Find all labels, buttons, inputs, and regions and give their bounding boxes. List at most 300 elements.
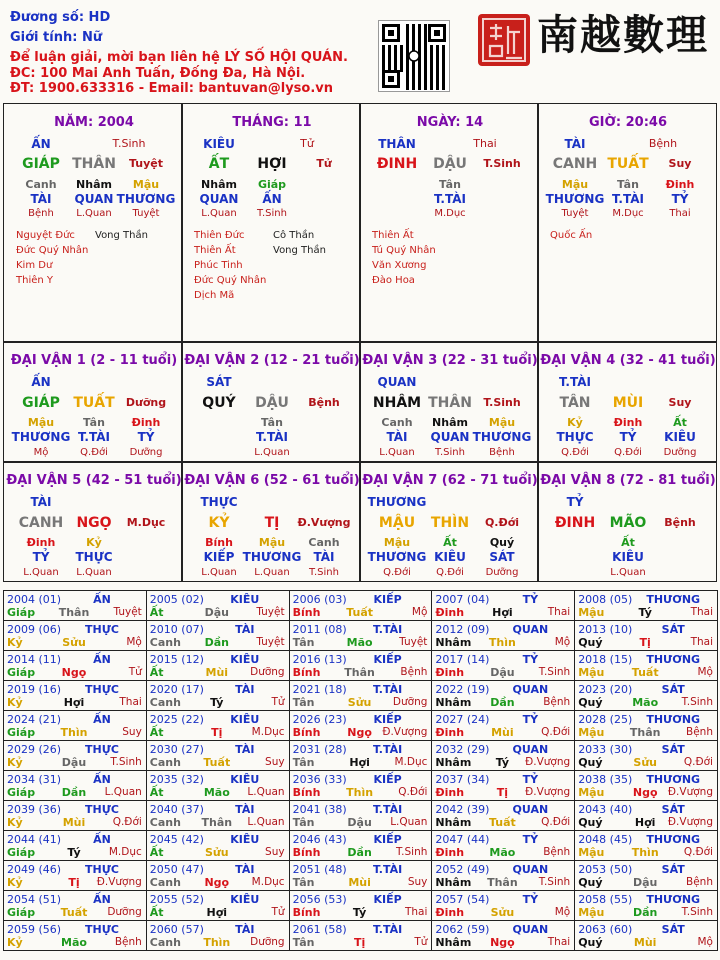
pillar-can: CANH: [552, 156, 598, 172]
year-god: THƯƠNG: [646, 893, 701, 906]
dai-van-title: ĐẠI VẬN 7 (62 - 71 tuổi): [362, 473, 538, 488]
hidden-god: THƯƠNG: [545, 192, 605, 206]
year-can: Quý: [578, 696, 603, 709]
year-label: 2012 (09): [435, 623, 490, 636]
hidden-god: ẤN: [262, 192, 282, 206]
year-god: TÀI: [235, 803, 255, 816]
star-item: Phúc Tinh: [194, 260, 243, 271]
year-cell: [146, 620, 290, 651]
year-cell: [431, 830, 575, 861]
year-cell: [431, 710, 575, 741]
year-god: SÁT: [661, 683, 685, 696]
year-chi: Dậu: [347, 816, 372, 829]
dai-van-can: QUÝ: [202, 395, 236, 411]
year-cell: [3, 770, 147, 801]
year-label: 2011 (08): [292, 623, 347, 636]
year-label: 2046 (43): [292, 833, 347, 846]
year-chi: Sửu: [347, 696, 372, 709]
year-chi: Mùi: [62, 816, 86, 829]
year-label: 2031 (28): [292, 743, 347, 756]
year-can: Quý: [578, 876, 603, 889]
year-rel: T.Sinh: [538, 876, 571, 888]
year-cell: [146, 890, 290, 921]
hidden-god: TỶ: [137, 430, 155, 444]
pillar-rel: Suy: [668, 157, 692, 170]
year-rel: Bệnh: [686, 726, 713, 738]
year-cell: [574, 650, 718, 681]
dai-van-title: ĐẠI VẬN 5 (42 - 51 tuổi): [6, 473, 182, 488]
year-chi: Dần: [632, 906, 658, 919]
year-cell: [431, 860, 575, 891]
year-chi: Mão: [61, 936, 87, 949]
pillar-chi: THÂN: [72, 156, 116, 172]
year-god: T.TÀI: [372, 863, 403, 876]
year-chi: Ngọ: [61, 666, 87, 679]
hidden-rel: Q.Đới: [561, 447, 589, 458]
year-cell: [574, 800, 718, 831]
year-cell: [431, 680, 575, 711]
year-can: Đinh: [435, 606, 465, 619]
year-can: Bính: [292, 606, 321, 619]
pillar-can: ẤT: [208, 156, 230, 172]
year-label: 2040 (37): [149, 803, 204, 816]
dai-van-8: [537, 462, 717, 582]
year-label: 2007 (04): [435, 593, 490, 606]
year-label: 2016 (13): [292, 653, 347, 666]
year-label: 2050 (47): [149, 863, 204, 876]
hidden-rel: Bệnh: [489, 447, 515, 458]
year-chi: Thìn: [203, 936, 231, 949]
hidden-rel: T.Sinh: [309, 567, 339, 578]
year-rel: T.Sinh: [110, 756, 142, 768]
year-label: 2017 (14): [435, 653, 490, 666]
year-label: 2053 (50): [578, 863, 633, 876]
hidden-can: Tân: [617, 178, 639, 191]
year-chi: Thân: [487, 876, 518, 889]
hidden-god: SÁT: [489, 550, 515, 564]
pillar-rel: T.Sinh: [483, 157, 521, 170]
hidden-god: TỶ: [32, 550, 50, 564]
year-god: THƯƠNG: [646, 773, 701, 786]
dai-van-chi: DẬU: [255, 395, 289, 411]
year-god: ẤN: [93, 713, 111, 726]
star-item: Nguyệt Đức: [16, 230, 75, 241]
year-god: THƯƠNG: [646, 653, 701, 666]
dai-van-6: [181, 462, 361, 582]
year-label: 2038 (35): [578, 773, 633, 786]
year-chi: Thìn: [488, 636, 516, 649]
year-chi: Tuất: [203, 756, 231, 769]
hidden-can: Đinh: [665, 178, 695, 191]
year-rel: L.Quan: [247, 816, 285, 828]
year-can: Mậu: [578, 726, 605, 739]
year-rel: M.Dục: [394, 756, 428, 768]
year-god: KIẾP: [373, 773, 402, 786]
year-can: Mậu: [578, 786, 605, 799]
year-chi: Hợi: [349, 756, 370, 769]
hidden-rel: Thai: [669, 208, 691, 219]
year-god: T.TÀI: [372, 803, 403, 816]
year-cell: [574, 590, 718, 621]
year-god: T.TÀI: [372, 623, 403, 636]
header-line: Giới tính: Nữ: [10, 30, 103, 45]
year-rel: Tử: [271, 696, 285, 708]
year-god: ẤN: [93, 773, 111, 786]
year-rel: Suy: [265, 756, 285, 768]
year-cell: [431, 620, 575, 651]
year-god: KIẾP: [373, 653, 402, 666]
year-chi: Thìn: [346, 786, 374, 799]
hidden-god: THỰC: [556, 430, 594, 444]
year-god: ẤN: [93, 593, 111, 606]
hidden-rel: Q.Đới: [614, 447, 642, 458]
hidden-god: T.TÀI: [434, 192, 466, 206]
year-can: Kỷ: [7, 876, 23, 889]
year-rel: Dưỡng: [250, 666, 285, 678]
dai-van-title: ĐẠI VẬN 1 (2 - 11 tuổi): [10, 353, 178, 368]
dai-van-can: NHÂM: [372, 395, 422, 411]
hidden-can: Nhâm: [76, 178, 112, 191]
year-can: Tân: [292, 696, 315, 709]
year-chi: Dậu: [632, 876, 658, 889]
year-label: 2042 (39): [435, 803, 490, 816]
dai-van-god: SÁT: [206, 375, 232, 389]
year-rel: Tuyệt: [113, 606, 142, 618]
hidden-god: QUAN: [430, 430, 470, 444]
year-cell: [3, 860, 147, 891]
year-chi: Tị: [68, 876, 80, 889]
year-god: TỶ: [522, 833, 539, 846]
year-chi: Thân: [58, 606, 90, 619]
hidden-god: TỶ: [671, 192, 689, 206]
year-rel: Suy: [122, 726, 142, 738]
year-god: THƯƠNG: [646, 833, 701, 846]
dai-van-title: ĐẠI VẬN 8 (72 - 81 tuổi): [540, 473, 716, 488]
year-god: TÀI: [235, 683, 255, 696]
dai-van-rel: Bệnh: [664, 516, 696, 529]
hidden-god: KIÊU: [434, 550, 466, 564]
year-rel: Tuyệt: [399, 636, 428, 648]
year-rel: Thai: [119, 696, 142, 708]
hidden-rel: L.Quan: [610, 567, 646, 578]
year-chi: Tý: [352, 906, 367, 919]
year-cell: [146, 800, 290, 831]
year-label: 2018 (15): [578, 653, 633, 666]
dai-van-chi: TUẤT: [73, 395, 115, 411]
year-cell: [431, 920, 575, 951]
year-label: 2039 (36): [7, 803, 62, 816]
year-can: Kỷ: [7, 936, 23, 949]
dai-van-can: GIÁP: [22, 395, 60, 411]
year-label: 2047 (44): [435, 833, 490, 846]
year-god: T.TÀI: [372, 683, 403, 696]
year-cell: [146, 590, 290, 621]
dai-van-chi: THÂN: [428, 395, 472, 411]
year-rel: Thai: [690, 606, 713, 618]
year-label: 2019 (16): [7, 683, 62, 696]
year-cell: [3, 740, 147, 771]
year-label: 2026 (23): [292, 713, 347, 726]
year-rel: Mộ: [697, 666, 713, 678]
year-rel: L.Quan: [390, 816, 428, 828]
hidden-rel: L.Quan: [379, 447, 415, 458]
hidden-can: Kỷ: [567, 416, 583, 429]
year-rel: Suy: [265, 846, 285, 858]
year-can: Giáp: [7, 606, 36, 619]
hidden-can: Tân: [261, 416, 283, 429]
year-cell: [146, 830, 290, 861]
year-chi: Tý: [638, 606, 652, 619]
year-cell: [146, 740, 290, 771]
year-chi: Dần: [204, 636, 229, 649]
hidden-god: TÀI: [313, 550, 335, 564]
year-label: 2044 (41): [7, 833, 62, 846]
hidden-rel: L.Quan: [76, 208, 112, 219]
year-rel: Thai: [404, 906, 428, 918]
hidden-god: T.TÀI: [256, 430, 288, 444]
hidden-can: Mậu: [132, 178, 160, 191]
pillar-chi: DẬU: [433, 156, 467, 172]
year-can: Mậu: [578, 846, 605, 859]
hidden-rel: Mộ: [33, 447, 49, 458]
year-label: 2014 (11): [7, 653, 62, 666]
year-cell: [574, 710, 718, 741]
year-god: KIẾP: [373, 713, 402, 726]
year-label: 2022 (19): [435, 683, 490, 696]
hidden-rel: L.Quan: [201, 208, 237, 219]
year-label: 2008 (05): [578, 593, 633, 606]
year-label: 2041 (38): [292, 803, 347, 816]
dai-van-rel: M.Dục: [126, 516, 166, 529]
year-cell: [289, 890, 433, 921]
year-chi: Tuất: [346, 606, 373, 619]
hidden-rel: Dưỡng: [129, 447, 163, 458]
year-label: 2010 (07): [149, 623, 204, 636]
hidden-rel: Dưỡng: [485, 567, 519, 578]
year-chi: Mão: [632, 696, 659, 709]
year-cell: [289, 680, 433, 711]
year-chi: Tuất: [60, 906, 88, 919]
dai-van-chi: MÃO: [609, 515, 647, 531]
year-can: Ất: [149, 726, 164, 739]
year-rel: L.Quan: [104, 786, 142, 798]
year-label: 2021 (18): [292, 683, 347, 696]
year-god: SÁT: [661, 803, 685, 816]
dai-van-god: TÀI: [30, 495, 52, 509]
year-chi: Tý: [210, 696, 224, 709]
year-rel: Q.Đới: [398, 786, 428, 798]
year-god: TÀI: [235, 923, 255, 936]
star-item: Thiên Y: [16, 275, 54, 286]
year-can: Nhâm: [435, 816, 472, 829]
pillar-chi: HỢI: [257, 156, 287, 172]
year-can: Giáp: [7, 906, 36, 919]
year-rel: M.Dục: [251, 726, 285, 738]
year-god: QUAN: [512, 683, 549, 696]
year-can: Ất: [149, 666, 164, 679]
year-god: THỰC: [85, 683, 119, 696]
year-cell: [431, 590, 575, 621]
year-chi: Mùi: [348, 876, 371, 889]
year-can: Mậu: [578, 906, 605, 919]
year-label: 2028 (25): [578, 713, 633, 726]
year-chi: Dậu: [490, 666, 515, 679]
pillar-rel: Tuyệt: [128, 157, 164, 170]
year-chi: Mão: [489, 846, 516, 859]
year-cell: [289, 620, 433, 651]
year-chi: Dậu: [61, 756, 87, 769]
hidden-can: Bính: [205, 536, 233, 549]
year-label: 2029 (26): [7, 743, 62, 756]
hidden-can: Nhâm: [201, 178, 237, 191]
year-can: Mậu: [578, 606, 605, 619]
year-label: 2015 (12): [149, 653, 204, 666]
year-god: TÀI: [235, 863, 255, 876]
year-label: 2048 (45): [578, 833, 633, 846]
year-cell: [431, 800, 575, 831]
pillar-top-god: KIÊU: [203, 137, 235, 151]
pillar-top-rel: Thai: [473, 137, 497, 150]
year-rel: M.Dục: [251, 876, 285, 888]
year-cell: [574, 680, 718, 711]
year-cell: [289, 920, 433, 951]
pillar-1: [3, 103, 183, 342]
dai-van-title: ĐẠI VẬN 3 (22 - 31 tuổi): [362, 353, 538, 368]
year-rel: Đ.Vượng: [667, 786, 713, 798]
dai-van-rel: Suy: [668, 396, 692, 409]
year-rel: Q.Đới: [541, 816, 571, 828]
dai-van-rel: Bệnh: [308, 396, 340, 409]
year-label: 2052 (49): [435, 863, 490, 876]
year-rel: Tử: [414, 936, 428, 948]
year-cell: [574, 740, 718, 771]
star-item: Cô Thần: [273, 230, 315, 241]
year-label: 2005 (02): [149, 593, 204, 606]
year-god: THƯƠNG: [646, 713, 701, 726]
year-label: 2036 (33): [292, 773, 347, 786]
year-cell: [431, 890, 575, 921]
year-cell: [431, 650, 575, 681]
hidden-rel: L.Quan: [254, 447, 290, 458]
dai-van-3: [359, 342, 539, 462]
hidden-god: THƯƠNG: [116, 192, 176, 206]
year-cell: [3, 800, 147, 831]
year-god: SÁT: [661, 863, 685, 876]
hidden-god: TỶ: [619, 430, 637, 444]
year-chi: Tý: [495, 756, 510, 769]
year-label: 2055 (52): [149, 893, 204, 906]
year-god: QUAN: [512, 803, 549, 816]
hidden-god: T.TÀI: [612, 192, 644, 206]
hidden-can: Đinh: [613, 416, 643, 429]
year-chi: Mùi: [633, 936, 657, 949]
year-chi: Thân: [201, 816, 233, 829]
year-chi: Thìn: [631, 846, 659, 859]
star-item: Dịch Mã: [194, 290, 235, 301]
hidden-can: Tân: [439, 178, 461, 191]
hidden-rel: L.Quan: [76, 567, 112, 578]
year-rel: Đ.Vượng: [96, 876, 142, 888]
year-can: Nhâm: [435, 756, 472, 769]
year-can: Canh: [149, 756, 181, 769]
pillar-3: [359, 103, 539, 342]
hidden-rel: Q.Đới: [436, 567, 464, 578]
hidden-rel: T.Sinh: [257, 208, 287, 219]
year-god: QUAN: [512, 623, 549, 636]
year-rel: Tuyệt: [256, 606, 285, 618]
dai-van-god: THỰC: [200, 495, 238, 509]
year-rel: Đ.Vượng: [525, 756, 571, 768]
hidden-rel: Q.Đới: [383, 567, 411, 578]
year-rel: T.Sinh: [681, 696, 713, 708]
year-god: T.TÀI: [372, 743, 403, 756]
year-god: TỶ: [522, 593, 539, 606]
year-label: 2059 (56): [7, 923, 62, 936]
year-chi: Dậu: [204, 606, 229, 619]
year-cell: [289, 590, 433, 621]
year-cell: [574, 620, 718, 651]
year-can: Tân: [292, 636, 315, 649]
year-rel: Thai: [690, 636, 713, 648]
year-rel: M.Dục: [108, 846, 142, 858]
year-label: 2034 (31): [7, 773, 62, 786]
brand-title: 南越數理: [537, 11, 709, 59]
dai-van-title: ĐẠI VẬN 4 (32 - 41 tuổi): [540, 353, 716, 368]
star-item: Kim Dư: [16, 260, 53, 271]
hidden-god: TÀI: [30, 192, 52, 206]
year-label: 2027 (24): [435, 713, 490, 726]
year-can: Đinh: [435, 666, 465, 679]
year-cell: [289, 740, 433, 771]
year-chi: Hợi: [634, 816, 656, 829]
dai-van-rel: Đ.Vượng: [297, 516, 351, 529]
year-cell: [431, 740, 575, 771]
year-can: Canh: [149, 816, 181, 829]
year-can: Ất: [149, 846, 164, 859]
year-chi: Ngọ: [204, 876, 230, 889]
year-god: KIẾP: [373, 593, 402, 606]
year-label: 2056 (53): [292, 893, 347, 906]
year-rel: Bệnh: [543, 846, 571, 858]
year-chi: Hợi: [492, 606, 513, 619]
year-god: KIÊU: [230, 893, 260, 906]
year-rel: Bệnh: [543, 696, 571, 708]
year-rel: Tuyệt: [256, 636, 285, 648]
seal-stamp-icon: [478, 14, 530, 66]
year-can: Nhâm: [435, 636, 472, 649]
hidden-can: Ất: [443, 536, 457, 549]
year-god: QUAN: [512, 863, 549, 876]
year-chi: Tị: [496, 786, 509, 799]
year-cell: [574, 830, 718, 861]
hidden-god: KIÊU: [612, 550, 644, 564]
dai-van-rel: Q.Đới: [484, 516, 520, 529]
hidden-can: Mậu: [561, 178, 589, 191]
year-god: KIÊU: [230, 593, 260, 606]
year-can: Quý: [578, 816, 603, 829]
year-label: 2030 (27): [149, 743, 204, 756]
year-label: 2032 (29): [435, 743, 490, 756]
year-can: Bính: [292, 726, 321, 739]
dai-van-can: MẬU: [378, 515, 416, 531]
year-can: Kỷ: [7, 816, 23, 829]
dai-van-4: [537, 342, 717, 462]
year-rel: Q.Đới: [683, 756, 713, 768]
year-god: TÀI: [235, 623, 255, 636]
hidden-rel: Q.Đới: [80, 447, 108, 458]
hidden-god: KIẾP: [203, 550, 235, 564]
year-god: SÁT: [661, 923, 685, 936]
